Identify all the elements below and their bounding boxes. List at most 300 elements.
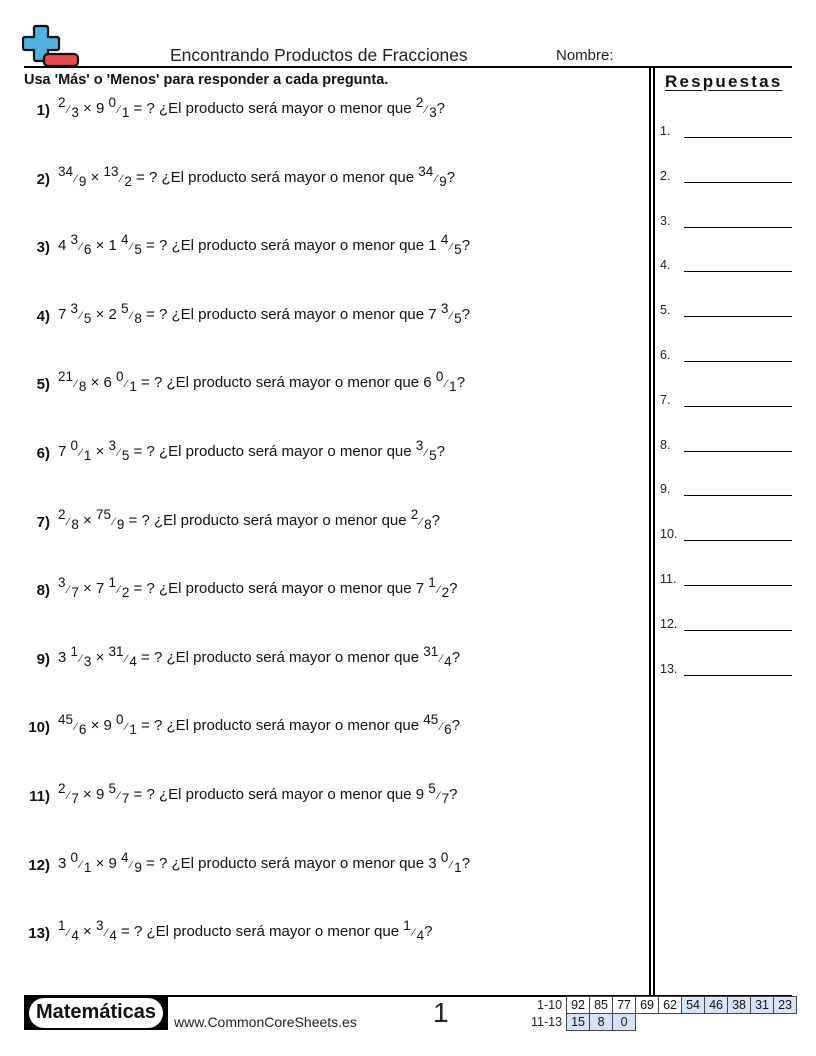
question-item xyxy=(24,232,644,265)
fraction-slash: ⁄ xyxy=(80,447,82,459)
fraction xyxy=(423,712,452,738)
question-prompt: = ? ¿El producto será mayor o menor que xyxy=(141,854,429,872)
question-prompt: = ? ¿El producto será mayor o menor que xyxy=(129,580,416,598)
fraction xyxy=(58,918,79,944)
question-prompt: = ? ¿El producto será mayor o menor que xyxy=(124,511,411,529)
numerator: 5 xyxy=(428,781,436,796)
answer-number: 8. xyxy=(660,437,671,452)
answer-number: 5. xyxy=(660,303,671,318)
multiply-sign: × xyxy=(95,443,105,460)
score-cell: 8 xyxy=(590,1014,613,1031)
score-row-label: 1-10 xyxy=(537,998,563,1012)
answer-blank[interactable] xyxy=(684,316,792,317)
denominator: 6 xyxy=(444,722,452,738)
question-item xyxy=(24,369,644,402)
fraction xyxy=(103,712,137,738)
fraction-slash: ⁄ xyxy=(118,447,120,459)
score-row-label: 11-13 xyxy=(531,1015,563,1029)
numerator: 3 xyxy=(108,438,117,453)
numerator: 31 xyxy=(108,643,124,659)
fraction xyxy=(428,849,462,875)
question-text xyxy=(58,300,471,326)
answer-number: 10. xyxy=(660,527,678,542)
whole-number: 9 xyxy=(95,100,105,117)
fraction-slash: ⁄ xyxy=(75,721,77,734)
fraction xyxy=(415,438,437,463)
numerator: 34 xyxy=(418,163,434,179)
numerator: 0 xyxy=(116,369,124,385)
fraction xyxy=(58,781,79,806)
fraction xyxy=(410,506,432,532)
question-text xyxy=(58,712,461,738)
whole-number: 6 xyxy=(423,374,432,392)
multiply-sign: × xyxy=(83,511,92,529)
score-cell: 0 xyxy=(613,1014,636,1031)
worksheet-title: Encontrando Productos de Fracciones xyxy=(170,45,468,65)
question-item xyxy=(24,95,644,128)
multiply-sign: × xyxy=(90,374,100,392)
fraction-slash: ⁄ xyxy=(67,584,70,597)
fraction-slash: ⁄ xyxy=(420,515,423,528)
fraction-slash: ⁄ xyxy=(412,927,415,940)
fraction-slash: ⁄ xyxy=(105,927,108,940)
denominator: 5 xyxy=(429,448,437,463)
denominator: 7 xyxy=(121,791,130,806)
brand-label: Matemáticas xyxy=(35,1001,157,1023)
question-number: 13) xyxy=(28,925,50,943)
answer-item xyxy=(660,662,792,682)
denominator: 2 xyxy=(441,585,450,601)
fraction xyxy=(58,643,92,669)
fraction-slash: ⁄ xyxy=(125,652,128,665)
numerator: 45 xyxy=(423,712,439,728)
fraction-slash: ⁄ xyxy=(130,858,133,871)
multiply-sign: × xyxy=(83,923,92,941)
fraction xyxy=(428,232,462,258)
denominator: 5 xyxy=(134,242,142,258)
fraction-slash: ⁄ xyxy=(425,104,428,116)
denominator: 4 xyxy=(71,928,79,944)
fraction xyxy=(108,849,142,875)
denominator: 9 xyxy=(116,516,125,532)
numerator: 0 xyxy=(116,712,124,728)
answer-blank[interactable] xyxy=(684,406,792,407)
numerator: 31 xyxy=(423,643,439,659)
fraction-slash: ⁄ xyxy=(67,515,70,528)
whole-number: 3 xyxy=(58,854,67,872)
whole-number: 7 xyxy=(58,305,67,323)
numerator: 0 xyxy=(440,849,449,865)
numerator: 1 xyxy=(428,575,436,591)
denominator: 1 xyxy=(83,859,92,875)
question-item xyxy=(24,781,644,814)
answer-number: 4. xyxy=(660,258,671,273)
multiply-sign: × xyxy=(90,717,100,735)
score-cell: 38 xyxy=(728,997,751,1014)
numerator: 3 xyxy=(58,575,66,591)
whole-number: 7 xyxy=(58,443,67,460)
fraction xyxy=(58,95,79,120)
answer-blank[interactable] xyxy=(684,451,792,452)
denominator: 5 xyxy=(454,310,462,326)
fraction-slash: ⁄ xyxy=(425,447,428,459)
question-text xyxy=(58,438,445,463)
score-cell: 15 xyxy=(567,1014,590,1031)
numerator: 0 xyxy=(70,849,79,865)
answer-column-divider-inner xyxy=(653,68,655,996)
fraction-slash: ⁄ xyxy=(67,790,70,802)
question-mark: ? xyxy=(446,168,456,186)
instructions: Usa 'Más' o 'Menos' para responder a cada pregunta. xyxy=(24,72,389,88)
fraction-slash: ⁄ xyxy=(437,790,440,802)
answer-blank[interactable] xyxy=(684,182,792,183)
score-cell: 23 xyxy=(774,997,797,1014)
numerator: 2 xyxy=(415,95,424,110)
fraction-slash: ⁄ xyxy=(440,652,443,665)
fraction-slash: ⁄ xyxy=(130,309,133,322)
answer-column-divider xyxy=(649,68,651,996)
answer-number: 13. xyxy=(660,661,678,676)
fraction xyxy=(423,643,452,669)
fraction-slash: ⁄ xyxy=(445,378,448,391)
question-prompt: = ? ¿El producto será mayor o menor que xyxy=(129,443,416,460)
answer-item xyxy=(660,124,792,144)
denominator: 9 xyxy=(134,859,142,875)
score-cell: 85 xyxy=(590,997,613,1014)
multiply-sign: × xyxy=(95,237,105,255)
fraction xyxy=(103,369,137,395)
fraction xyxy=(415,575,450,601)
fraction-slash: ⁄ xyxy=(75,378,77,391)
numerator: 1 xyxy=(403,918,411,934)
answer-item xyxy=(660,482,792,502)
denominator: 9 xyxy=(439,173,447,189)
question-item xyxy=(24,438,644,471)
fraction xyxy=(428,300,462,326)
question-mark: ? xyxy=(456,374,466,392)
fraction-slash: ⁄ xyxy=(118,584,120,597)
question-prompt: = ? ¿El producto será mayor o menor que xyxy=(131,168,419,186)
numerator: 4 xyxy=(121,849,129,865)
numerator: 13 xyxy=(103,163,119,179)
denominator: 5 xyxy=(121,448,130,463)
answer-blank[interactable] xyxy=(684,540,792,541)
question-mark: ? xyxy=(436,100,445,117)
numerator: 2 xyxy=(58,95,66,110)
score-cell: 92 xyxy=(567,997,590,1014)
fraction-slash: ⁄ xyxy=(120,172,123,185)
question-prompt: = ? ¿El producto será mayor o menor que xyxy=(136,374,424,392)
score-cell: 54 xyxy=(682,997,705,1014)
fraction-slash: ⁄ xyxy=(125,721,128,734)
answer-number: 7. xyxy=(660,392,671,407)
question-mark: ? xyxy=(431,511,440,529)
denominator: 4 xyxy=(109,928,117,944)
question-prompt: = ? ¿El producto será mayor o menor que xyxy=(141,237,429,255)
denominator: 1 xyxy=(83,448,92,463)
whole-number: 7 xyxy=(415,580,425,598)
fraction xyxy=(58,506,79,532)
fraction xyxy=(108,438,130,463)
question-mark: ? xyxy=(451,717,461,735)
answer-item xyxy=(660,348,792,368)
fraction xyxy=(58,712,87,738)
denominator: 4 xyxy=(129,653,137,669)
denominator: 2 xyxy=(121,585,130,601)
name-label: Nombre: xyxy=(556,47,614,64)
answer-blank[interactable] xyxy=(684,495,792,496)
numerator: 45 xyxy=(58,712,74,728)
denominator: 7 xyxy=(71,585,79,601)
question-prompt: = ? ¿El producto será mayor o menor que xyxy=(136,717,424,735)
header-divider xyxy=(24,66,792,68)
fraction-slash: ⁄ xyxy=(450,858,453,871)
question-prompt: = ? ¿El producto será mayor o menor que xyxy=(136,648,424,666)
answer-number: 12. xyxy=(660,616,678,631)
fraction xyxy=(423,369,457,395)
fraction xyxy=(58,232,92,258)
fraction-slash: ⁄ xyxy=(80,309,82,322)
denominator: 3 xyxy=(83,653,92,669)
multiply-sign: × xyxy=(95,854,105,872)
fraction xyxy=(108,300,142,326)
denominator: 6 xyxy=(78,722,87,738)
numerator: 3 xyxy=(70,232,79,248)
numerator: 3 xyxy=(70,300,79,316)
question-text xyxy=(58,575,458,601)
multiply-sign: × xyxy=(83,100,92,117)
denominator: 1 xyxy=(454,859,462,875)
whole-number: 2 xyxy=(108,305,117,323)
fraction xyxy=(58,163,87,189)
question-number: 11) xyxy=(29,788,50,805)
numerator: 3 xyxy=(95,918,104,934)
score-cell: 62 xyxy=(659,997,682,1014)
fraction-slash: ⁄ xyxy=(113,515,115,528)
fraction-slash: ⁄ xyxy=(130,241,133,254)
whole-number: 9 xyxy=(95,786,105,803)
score-cell: 77 xyxy=(613,997,636,1014)
numerator: 3 xyxy=(415,438,424,453)
fraction-slash: ⁄ xyxy=(450,309,453,322)
fraction xyxy=(415,781,450,806)
numerator: 3 xyxy=(440,300,449,316)
denominator: 9 xyxy=(78,173,87,189)
whole-number: 7 xyxy=(428,305,437,323)
fraction-slash: ⁄ xyxy=(118,790,120,802)
numerator: 34 xyxy=(58,163,74,179)
answer-blank[interactable] xyxy=(684,585,792,586)
fraction xyxy=(108,643,137,669)
answer-item xyxy=(660,393,792,413)
score-cell: 69 xyxy=(636,997,659,1014)
whole-number: 9 xyxy=(108,854,117,872)
answer-item xyxy=(660,258,792,278)
question-number: 12) xyxy=(28,856,50,874)
fraction xyxy=(95,918,117,944)
numerator: 2 xyxy=(58,781,66,796)
answer-blank[interactable] xyxy=(684,137,792,138)
question-mark: ? xyxy=(461,237,471,255)
whole-number: 9 xyxy=(415,786,425,803)
denominator: 3 xyxy=(429,105,437,120)
answer-number: 1. xyxy=(660,124,671,138)
whole-number: 4 xyxy=(58,237,67,255)
fraction xyxy=(108,232,142,258)
question-number: 1) xyxy=(36,102,50,119)
answer-blank[interactable] xyxy=(684,361,792,362)
question-mark: ? xyxy=(424,923,433,941)
question-text xyxy=(58,95,445,120)
question-item xyxy=(24,643,644,677)
fraction xyxy=(58,438,92,463)
numerator: 4 xyxy=(121,232,129,248)
denominator: 1 xyxy=(129,379,137,395)
denominator: 3 xyxy=(71,105,79,120)
answer-blank[interactable] xyxy=(684,630,792,631)
fraction-slash: ⁄ xyxy=(67,104,70,116)
whole-number: 1 xyxy=(428,237,437,255)
denominator: 8 xyxy=(78,379,87,395)
score-row xyxy=(528,997,797,1014)
question-mark: ? xyxy=(451,648,461,666)
whole-number: 7 xyxy=(95,580,105,598)
whole-number: 3 xyxy=(428,854,437,872)
denominator: 7 xyxy=(441,791,450,806)
whole-number: 1 xyxy=(108,237,117,255)
question-number: 5) xyxy=(36,376,50,394)
answer-number: 9. xyxy=(660,482,671,497)
numerator: 0 xyxy=(435,369,444,385)
fraction xyxy=(95,95,130,120)
score-table xyxy=(528,996,797,1031)
numerator: 75 xyxy=(95,506,112,522)
question-text xyxy=(58,369,466,395)
question-text xyxy=(58,643,461,669)
fraction-slash: ⁄ xyxy=(450,241,453,254)
numerator: 2 xyxy=(58,506,66,522)
answer-item xyxy=(660,303,792,323)
numerator: 4 xyxy=(440,232,449,248)
page-number: 1 xyxy=(433,997,449,1028)
question-item xyxy=(24,575,644,608)
question-number: 8) xyxy=(36,582,50,600)
fraction-slash: ⁄ xyxy=(435,172,438,185)
numerator: 2 xyxy=(410,506,419,522)
fraction-slash: ⁄ xyxy=(125,378,128,391)
numerator: 21 xyxy=(58,369,74,385)
answer-number: 2. xyxy=(660,168,671,183)
question-text xyxy=(58,506,440,532)
fraction xyxy=(103,163,132,189)
question-text xyxy=(58,918,433,944)
fraction xyxy=(95,781,130,806)
answer-number: 3. xyxy=(660,213,671,228)
multiply-sign: × xyxy=(95,305,105,323)
multiply-sign: × xyxy=(90,168,100,186)
score-cell: 31 xyxy=(751,997,774,1014)
question-item xyxy=(24,849,644,883)
denominator: 8 xyxy=(424,516,432,532)
fraction-slash: ⁄ xyxy=(118,104,120,116)
question-prompt: = ? ¿El producto será mayor o menor que xyxy=(116,923,404,941)
denominator: 5 xyxy=(83,310,92,326)
denominator: 4 xyxy=(416,928,425,944)
multiply-sign: × xyxy=(83,786,92,803)
fraction-slash: ⁄ xyxy=(80,858,82,871)
question-number: 4) xyxy=(36,307,50,325)
question-number: 9) xyxy=(36,650,50,668)
site-url[interactable]: www.CommonCoreSheets.es xyxy=(174,1014,357,1030)
answer-blank[interactable] xyxy=(684,271,792,272)
question-prompt: = ? ¿El producto será mayor o menor que xyxy=(129,786,416,803)
answers-heading: Respuestas xyxy=(665,72,783,91)
whole-number: 3 xyxy=(58,648,67,666)
multiply-sign: × xyxy=(95,648,105,666)
answer-item xyxy=(660,438,792,458)
question-item xyxy=(24,506,644,540)
numerator: 5 xyxy=(108,781,117,796)
fraction xyxy=(58,575,79,601)
score-row xyxy=(528,1014,797,1031)
denominator: 1 xyxy=(121,105,130,120)
answer-number: 11. xyxy=(660,572,677,586)
fraction-slash: ⁄ xyxy=(80,652,82,665)
denominator: 4 xyxy=(444,653,452,669)
question-number: 10) xyxy=(28,719,50,737)
answer-blank[interactable] xyxy=(684,675,792,676)
question-text xyxy=(58,232,471,258)
fraction-slash: ⁄ xyxy=(80,241,82,254)
answer-number: 6. xyxy=(660,348,671,362)
question-number: 3) xyxy=(36,239,50,257)
fraction-slash: ⁄ xyxy=(75,172,77,185)
question-number: 6) xyxy=(36,445,50,462)
fraction xyxy=(58,849,92,875)
fraction-slash: ⁄ xyxy=(67,927,70,940)
numerator: 1 xyxy=(58,918,66,934)
denominator: 1 xyxy=(449,379,457,395)
question-mark: ? xyxy=(461,305,471,323)
fraction xyxy=(418,163,447,189)
fraction xyxy=(415,95,437,120)
numerator: 1 xyxy=(70,643,79,659)
score-cell: 46 xyxy=(705,997,728,1014)
plus-minus-logo xyxy=(22,24,80,68)
answer-blank[interactable] xyxy=(684,227,792,228)
question-mark: ? xyxy=(436,443,445,460)
question-number: 7) xyxy=(36,513,50,531)
denominator: 2 xyxy=(124,173,132,189)
numerator: 0 xyxy=(70,438,79,453)
question-mark: ? xyxy=(449,580,458,598)
question-mark: ? xyxy=(461,854,471,872)
question-item xyxy=(24,918,644,951)
fraction xyxy=(95,575,130,601)
question-item xyxy=(24,712,644,745)
fraction-slash: ⁄ xyxy=(440,721,443,734)
question-text xyxy=(58,849,471,875)
question-text xyxy=(58,163,456,189)
question-item xyxy=(24,300,644,334)
denominator: 5 xyxy=(454,242,462,258)
numerator: 5 xyxy=(121,300,129,316)
answer-item xyxy=(660,527,792,547)
denominator: 8 xyxy=(134,310,142,326)
denominator: 7 xyxy=(71,791,79,806)
fraction xyxy=(58,369,87,395)
whole-number: 9 xyxy=(103,717,112,735)
